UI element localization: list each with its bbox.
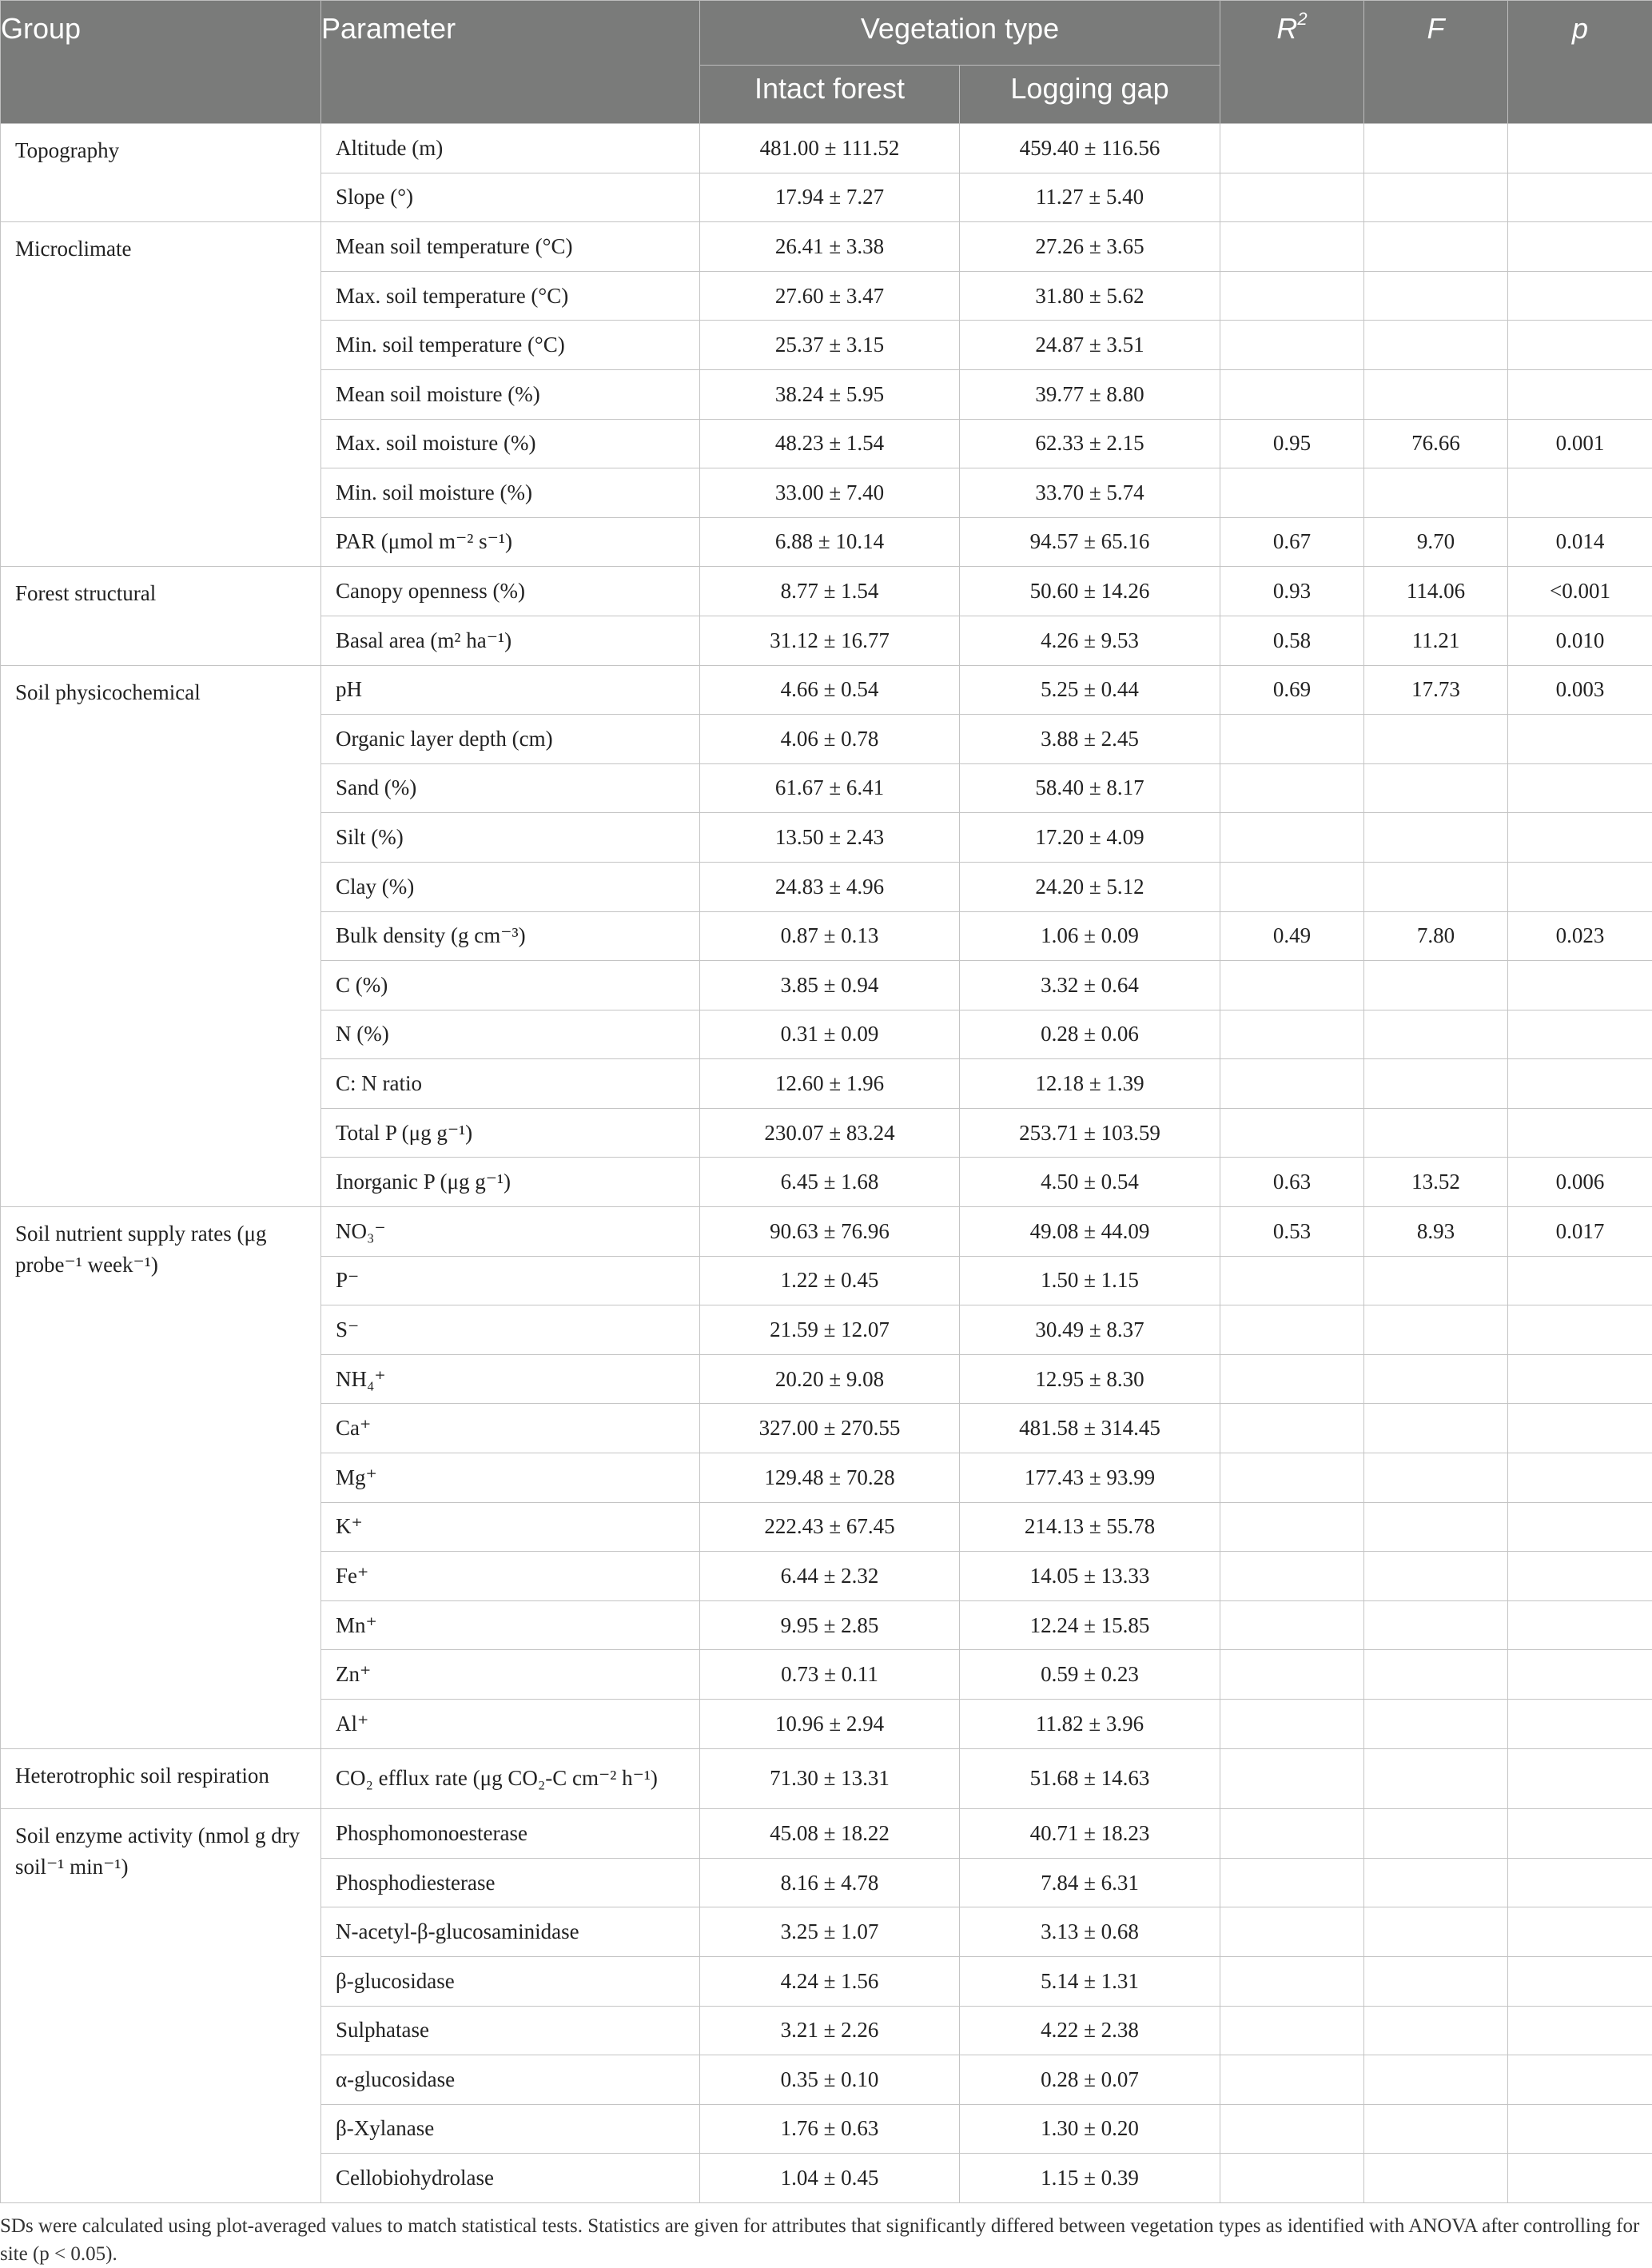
intact-forest-cell: 17.94 ± 7.27 [700, 173, 960, 222]
f-cell [1364, 1010, 1508, 1059]
r2-cell [1220, 1552, 1364, 1601]
intact-forest-cell: 9.95 ± 2.85 [700, 1600, 960, 1650]
intact-forest-cell: 20.20 ± 9.08 [700, 1354, 960, 1404]
p-cell [1508, 1010, 1652, 1059]
f-cell [1364, 369, 1508, 419]
logging-gap-cell: 1.30 ± 0.20 [960, 2104, 1220, 2154]
group-cell-heterotrophic: Heterotrophic soil respiration [1, 1748, 321, 1809]
p-cell [1508, 1453, 1652, 1503]
intact-forest-cell: 12.60 ± 1.96 [700, 1059, 960, 1109]
r2-cell [1220, 1502, 1364, 1552]
logging-gap-cell: 3.88 ± 2.45 [960, 715, 1220, 764]
p-cell [1508, 468, 1652, 518]
intact-forest-cell: 10.96 ± 2.94 [700, 1700, 960, 1749]
header-parameter: Parameter [321, 1, 700, 124]
p-cell [1508, 1404, 1652, 1453]
parameter-cell: Altitude (m) [321, 124, 700, 173]
intact-forest-cell: 0.35 ± 0.10 [700, 2055, 960, 2105]
logging-gap-cell: 1.50 ± 1.15 [960, 1256, 1220, 1305]
parameter-cell: α-glucosidase [321, 2055, 700, 2105]
intact-forest-cell: 38.24 ± 5.95 [700, 369, 960, 419]
f-cell [1364, 961, 1508, 1010]
f-cell [1364, 1956, 1508, 2006]
r2-cell [1220, 1404, 1364, 1453]
r2-cell: 0.63 [1220, 1158, 1364, 1207]
p-cell: 0.010 [1508, 616, 1652, 665]
intact-forest-cell: 0.73 ± 0.11 [700, 1650, 960, 1700]
table-row [1, 665, 1652, 715]
header-r2-superscript: 2 [1297, 9, 1307, 29]
intact-forest-cell: 26.41 ± 3.38 [700, 222, 960, 272]
logging-gap-cell: 0.28 ± 0.06 [960, 1010, 1220, 1059]
p-cell [1508, 2006, 1652, 2055]
f-cell: 9.70 [1364, 517, 1508, 567]
r2-cell [1220, 1305, 1364, 1355]
f-cell [1364, 2055, 1508, 2105]
logging-gap-cell: 7.84 ± 6.31 [960, 1858, 1220, 1907]
p-cell [1508, 961, 1652, 1010]
parameter-cell: Mean soil moisture (%) [321, 369, 700, 419]
p-cell [1508, 2154, 1652, 2203]
f-cell [1364, 1108, 1508, 1158]
logging-gap-cell: 0.59 ± 0.23 [960, 1650, 1220, 1700]
r2-cell: 0.93 [1220, 567, 1364, 616]
f-cell [1364, 124, 1508, 173]
f-cell [1364, 173, 1508, 222]
table-row [1, 222, 1652, 272]
group-cell-forest-structural: Forest structural [1, 567, 321, 665]
parameter-cell: K⁺ [321, 1502, 700, 1552]
logging-gap-cell: 481.58 ± 314.45 [960, 1404, 1220, 1453]
p-cell [1508, 2104, 1652, 2154]
parameter-cell: Mn⁺ [321, 1600, 700, 1650]
logging-gap-cell: 27.26 ± 3.65 [960, 222, 1220, 272]
logging-gap-cell: 0.28 ± 0.07 [960, 2055, 1220, 2105]
parameter-cell: N (%) [321, 1010, 700, 1059]
intact-forest-cell: 6.45 ± 1.68 [700, 1158, 960, 1207]
logging-gap-cell: 94.57 ± 65.16 [960, 517, 1220, 567]
intact-forest-cell: 6.88 ± 10.14 [700, 517, 960, 567]
r2-cell [1220, 1858, 1364, 1907]
p-cell [1508, 1552, 1652, 1601]
logging-gap-cell: 51.68 ± 14.63 [960, 1748, 1220, 1809]
group-cell-soil-enzyme: Soil enzyme activity (nmol g dry soil⁻¹ min⁻¹) [1, 1809, 321, 2203]
header-r2 [1220, 1, 1364, 124]
r2-cell: 0.95 [1220, 419, 1364, 468]
table-body [1, 124, 1652, 2203]
intact-forest-cell: 0.87 ± 0.13 [700, 911, 960, 961]
logging-gap-cell: 11.27 ± 5.40 [960, 173, 1220, 222]
intact-forest-cell: 45.08 ± 18.22 [700, 1809, 960, 1859]
parameter-cell: β-glucosidase [321, 1956, 700, 2006]
parameter-cell: Slope (°) [321, 173, 700, 222]
intact-forest-cell: 90.63 ± 76.96 [700, 1207, 960, 1257]
f-cell: 11.21 [1364, 616, 1508, 665]
intact-forest-cell: 31.12 ± 16.77 [700, 616, 960, 665]
logging-gap-cell: 4.50 ± 0.54 [960, 1158, 1220, 1207]
group-cell-microclimate: Microclimate [1, 222, 321, 567]
intact-forest-cell: 21.59 ± 12.07 [700, 1305, 960, 1355]
parameter-cell: C: N ratio [321, 1059, 700, 1109]
r2-cell [1220, 1010, 1364, 1059]
logging-gap-cell: 24.20 ± 5.12 [960, 862, 1220, 911]
table-row [1, 1748, 1652, 1809]
intact-forest-cell: 327.00 ± 270.55 [700, 1404, 960, 1453]
p-cell: 0.006 [1508, 1158, 1652, 1207]
f-cell [1364, 813, 1508, 863]
p-cell [1508, 2055, 1652, 2105]
parameter-cell: Canopy openness (%) [321, 567, 700, 616]
parameter-cell: Silt (%) [321, 813, 700, 863]
p-cell [1508, 813, 1652, 863]
intact-forest-cell: 6.44 ± 2.32 [700, 1552, 960, 1601]
f-cell [1364, 1453, 1508, 1503]
header-vegetation-type: Vegetation type [700, 1, 1220, 66]
logging-gap-cell: 50.60 ± 14.26 [960, 567, 1220, 616]
r2-cell [1220, 124, 1364, 173]
parameter-cell: Max. soil moisture (%) [321, 419, 700, 468]
f-cell [1364, 1809, 1508, 1859]
p-cell [1508, 222, 1652, 272]
r2-cell [1220, 862, 1364, 911]
f-cell [1364, 1404, 1508, 1453]
intact-forest-cell: 8.77 ± 1.54 [700, 567, 960, 616]
p-cell: 0.014 [1508, 517, 1652, 567]
parameter-cell: Ca⁺ [321, 1404, 700, 1453]
logging-gap-cell: 3.32 ± 0.64 [960, 961, 1220, 1010]
r2-cell [1220, 468, 1364, 518]
r2-cell [1220, 1600, 1364, 1650]
parameter-cell: Basal area (m² ha⁻¹) [321, 616, 700, 665]
group-cell-topography: Topography [1, 124, 321, 222]
parameter-cell: Clay (%) [321, 862, 700, 911]
r2-cell: 0.58 [1220, 616, 1364, 665]
p-cell [1508, 1108, 1652, 1158]
logging-gap-cell: 177.43 ± 93.99 [960, 1453, 1220, 1503]
parameter-cell: Sulphatase [321, 2006, 700, 2055]
logging-gap-cell: 4.22 ± 2.38 [960, 2006, 1220, 2055]
parameter-cell: Bulk density (g cm⁻³) [321, 911, 700, 961]
logging-gap-cell: 11.82 ± 3.96 [960, 1700, 1220, 1749]
f-cell [1364, 2154, 1508, 2203]
intact-forest-cell: 1.04 ± 0.45 [700, 2154, 960, 2203]
header-r2-label: R [1276, 12, 1297, 45]
parameter-cell: Sand (%) [321, 763, 700, 813]
p-cell [1508, 1858, 1652, 1907]
logging-gap-cell: 4.26 ± 9.53 [960, 616, 1220, 665]
r2-cell: 0.49 [1220, 911, 1364, 961]
f-cell [1364, 1354, 1508, 1404]
r2-cell [1220, 173, 1364, 222]
f-cell [1364, 1907, 1508, 1957]
parameter-cell: P⁻ [321, 1256, 700, 1305]
p-cell [1508, 1502, 1652, 1552]
r2-cell [1220, 1907, 1364, 1957]
parameter-cell: Phosphodiesterase [321, 1858, 700, 1907]
parameter-cell: Mg⁺ [321, 1453, 700, 1503]
p-cell [1508, 1256, 1652, 1305]
logging-gap-cell: 31.80 ± 5.62 [960, 271, 1220, 321]
p-cell [1508, 173, 1652, 222]
f-cell [1364, 1059, 1508, 1109]
r2-cell [1220, 369, 1364, 419]
intact-forest-cell: 61.67 ± 6.41 [700, 763, 960, 813]
parameter-cell: Total P (μg g⁻¹) [321, 1108, 700, 1158]
parameter-cell: Mean soil temperature (°C) [321, 222, 700, 272]
r2-cell [1220, 763, 1364, 813]
header-logging-gap: Logging gap [960, 66, 1220, 124]
intact-forest-cell: 27.60 ± 3.47 [700, 271, 960, 321]
table-row [1, 1809, 1652, 1859]
logging-gap-cell: 33.70 ± 5.74 [960, 468, 1220, 518]
r2-cell [1220, 2154, 1364, 2203]
parameter-cell: Al⁺ [321, 1700, 700, 1749]
intact-forest-cell: 4.66 ± 0.54 [700, 665, 960, 715]
logging-gap-cell: 12.95 ± 8.30 [960, 1354, 1220, 1404]
f-cell: 7.80 [1364, 911, 1508, 961]
table-row [1, 124, 1652, 173]
intact-forest-cell: 4.06 ± 0.78 [700, 715, 960, 764]
f-cell [1364, 222, 1508, 272]
header-p: p [1508, 1, 1652, 124]
r2-cell [1220, 1700, 1364, 1749]
logging-gap-cell: 14.05 ± 13.33 [960, 1552, 1220, 1601]
p-cell [1508, 1305, 1652, 1355]
f-cell: 17.73 [1364, 665, 1508, 715]
intact-forest-cell: 3.25 ± 1.07 [700, 1907, 960, 1957]
r2-cell [1220, 961, 1364, 1010]
p-cell [1508, 1600, 1652, 1650]
f-cell [1364, 1650, 1508, 1700]
p-cell: 0.017 [1508, 1207, 1652, 1257]
p-cell [1508, 369, 1652, 419]
logging-gap-cell: 5.25 ± 0.44 [960, 665, 1220, 715]
r2-cell [1220, 271, 1364, 321]
logging-gap-cell: 12.18 ± 1.39 [960, 1059, 1220, 1109]
logging-gap-cell: 49.08 ± 44.09 [960, 1207, 1220, 1257]
logging-gap-cell: 459.40 ± 116.56 [960, 124, 1220, 173]
logging-gap-cell: 62.33 ± 2.15 [960, 419, 1220, 468]
parameter-cell: Inorganic P (μg g⁻¹) [321, 1158, 700, 1207]
group-cell-soil-physicochemical: Soil physicochemical [1, 665, 321, 1207]
parameter-cell: Cellobiohydrolase [321, 2154, 700, 2203]
p-cell: 0.001 [1508, 419, 1652, 468]
parameter-cell: Max. soil temperature (°C) [321, 271, 700, 321]
parameter-cell: N-acetyl-β-glucosaminidase [321, 1907, 700, 1957]
parameter-cell: β-Xylanase [321, 2104, 700, 2154]
logging-gap-cell: 3.13 ± 0.68 [960, 1907, 1220, 1957]
f-cell [1364, 1552, 1508, 1601]
parameter-cell: PAR (μmol m⁻² s⁻¹) [321, 517, 700, 567]
r2-cell [1220, 2006, 1364, 2055]
r2-cell [1220, 2104, 1364, 2154]
logging-gap-cell: 214.13 ± 55.78 [960, 1502, 1220, 1552]
intact-forest-cell: 1.22 ± 0.45 [700, 1256, 960, 1305]
f-cell [1364, 468, 1508, 518]
f-cell [1364, 862, 1508, 911]
logging-gap-cell: 24.87 ± 3.51 [960, 321, 1220, 370]
parameter-cell: NH₄⁺ [321, 1354, 700, 1404]
p-cell [1508, 1059, 1652, 1109]
logging-gap-cell: 5.14 ± 1.31 [960, 1956, 1220, 2006]
logging-gap-cell: 17.20 ± 4.09 [960, 813, 1220, 863]
p-cell: 0.003 [1508, 665, 1652, 715]
parameter-cell: Min. soil moisture (%) [321, 468, 700, 518]
parameter-cell: Min. soil temperature (°C) [321, 321, 700, 370]
r2-cell: 0.69 [1220, 665, 1364, 715]
p-cell: 0.023 [1508, 911, 1652, 961]
f-cell [1364, 271, 1508, 321]
p-cell [1508, 1354, 1652, 1404]
intact-forest-cell: 0.31 ± 0.09 [700, 1010, 960, 1059]
p-cell [1508, 1748, 1652, 1809]
r2-cell: 0.67 [1220, 517, 1364, 567]
group-cell-soil-nutrient: Soil nutrient supply rates (μg probe⁻¹ week⁻¹) [1, 1207, 321, 1749]
r2-cell [1220, 1453, 1364, 1503]
p-cell [1508, 1650, 1652, 1700]
f-cell: 8.93 [1364, 1207, 1508, 1257]
f-cell [1364, 321, 1508, 370]
f-cell [1364, 1858, 1508, 1907]
r2-cell [1220, 715, 1364, 764]
r2-cell [1220, 1748, 1364, 1809]
f-cell [1364, 1700, 1508, 1749]
p-cell [1508, 1809, 1652, 1859]
f-cell [1364, 1256, 1508, 1305]
p-cell [1508, 862, 1652, 911]
intact-forest-cell: 33.00 ± 7.40 [700, 468, 960, 518]
intact-forest-cell: 71.30 ± 13.31 [700, 1748, 960, 1809]
logging-gap-cell: 253.71 ± 103.59 [960, 1108, 1220, 1158]
logging-gap-cell: 30.49 ± 8.37 [960, 1305, 1220, 1355]
intact-forest-cell: 8.16 ± 4.78 [700, 1858, 960, 1907]
intact-forest-cell: 3.21 ± 2.26 [700, 2006, 960, 2055]
p-cell [1508, 763, 1652, 813]
p-cell [1508, 1907, 1652, 1957]
r2-cell [1220, 1956, 1364, 2006]
f-cell: 114.06 [1364, 567, 1508, 616]
f-cell [1364, 2006, 1508, 2055]
table-row [1, 567, 1652, 616]
intact-forest-cell: 4.24 ± 1.56 [700, 1956, 960, 2006]
table-header [1, 1, 1652, 124]
f-cell [1364, 715, 1508, 764]
parameter-cell: Zn⁺ [321, 1650, 700, 1700]
parameter-cell: CO₂ efflux rate (μg CO₂-C cm⁻² h⁻¹) [321, 1748, 700, 1809]
p-cell [1508, 124, 1652, 173]
r2-cell [1220, 1650, 1364, 1700]
r2-cell [1220, 1059, 1364, 1109]
r2-cell [1220, 813, 1364, 863]
parameter-cell: C (%) [321, 961, 700, 1010]
parameter-cell: Fe⁺ [321, 1552, 700, 1601]
intact-forest-cell: 25.37 ± 3.15 [700, 321, 960, 370]
logging-gap-cell: 39.77 ± 8.80 [960, 369, 1220, 419]
p-cell [1508, 321, 1652, 370]
r2-cell [1220, 222, 1364, 272]
p-cell: <0.001 [1508, 567, 1652, 616]
parameter-cell: Phosphomonoesterase [321, 1809, 700, 1859]
intact-forest-cell: 1.76 ± 0.63 [700, 2104, 960, 2154]
logging-gap-cell: 1.06 ± 0.09 [960, 911, 1220, 961]
table-row [1, 1207, 1652, 1257]
p-cell [1508, 1700, 1652, 1749]
header-group: Group [1, 1, 321, 124]
r2-cell [1220, 1354, 1364, 1404]
intact-forest-cell: 222.43 ± 67.45 [700, 1502, 960, 1552]
f-cell [1364, 1305, 1508, 1355]
logging-gap-cell: 58.40 ± 8.17 [960, 763, 1220, 813]
f-cell [1364, 1600, 1508, 1650]
parameter-cell: pH [321, 665, 700, 715]
intact-forest-cell: 13.50 ± 2.43 [700, 813, 960, 863]
r2-cell [1220, 1256, 1364, 1305]
r2-cell [1220, 1108, 1364, 1158]
f-cell [1364, 763, 1508, 813]
r2-cell [1220, 1809, 1364, 1859]
parameter-cell: S⁻ [321, 1305, 700, 1355]
r2-cell: 0.53 [1220, 1207, 1364, 1257]
f-cell [1364, 1502, 1508, 1552]
f-cell: 76.66 [1364, 419, 1508, 468]
f-cell: 13.52 [1364, 1158, 1508, 1207]
header-intact-forest: Intact forest [700, 66, 960, 124]
r2-cell [1220, 2055, 1364, 2105]
intact-forest-cell: 129.48 ± 70.28 [700, 1453, 960, 1503]
p-cell [1508, 715, 1652, 764]
logging-gap-cell: 12.24 ± 15.85 [960, 1600, 1220, 1650]
intact-forest-cell: 481.00 ± 111.52 [700, 124, 960, 173]
f-cell [1364, 1748, 1508, 1809]
header-f: F [1364, 1, 1508, 124]
intact-forest-cell: 24.83 ± 4.96 [700, 862, 960, 911]
r2-cell [1220, 321, 1364, 370]
logging-gap-cell: 1.15 ± 0.39 [960, 2154, 1220, 2203]
intact-forest-cell: 230.07 ± 83.24 [700, 1108, 960, 1158]
intact-forest-cell: 3.85 ± 0.94 [700, 961, 960, 1010]
table-footnote: SDs were calculated using plot-averaged values to match statistical tests. Statistics are given for attributes that significantly differed between vegetation types as identified with ANOVA after controlling for site (p < 0.05). [0, 2212, 1652, 2268]
p-cell [1508, 271, 1652, 321]
parameter-cell: NO₃⁻ [321, 1207, 700, 1257]
f-cell [1364, 2104, 1508, 2154]
parameter-cell: Organic layer depth (cm) [321, 715, 700, 764]
logging-gap-cell: 40.71 ± 18.23 [960, 1809, 1220, 1859]
p-cell [1508, 1956, 1652, 2006]
intact-forest-cell: 48.23 ± 1.54 [700, 419, 960, 468]
